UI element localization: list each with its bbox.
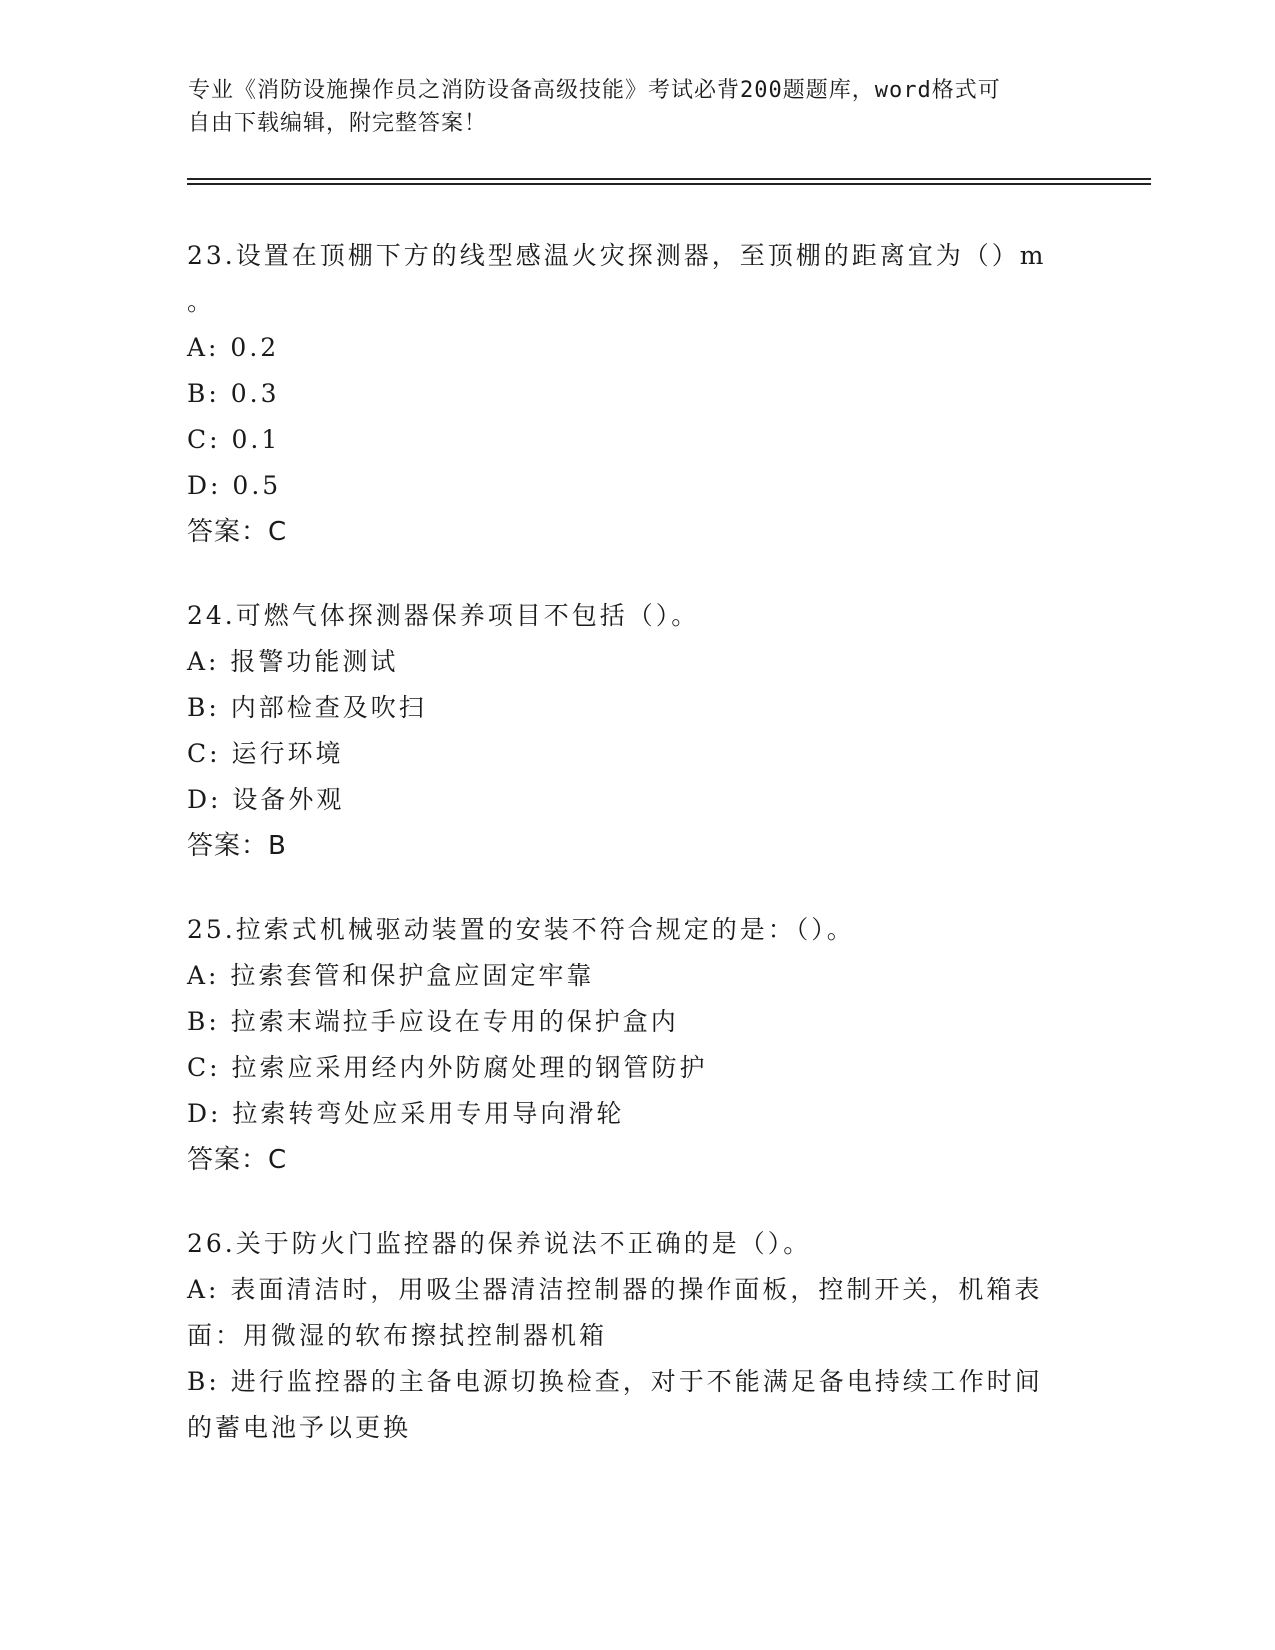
option-a: A: 0.2 xyxy=(187,333,280,362)
question-25 xyxy=(187,907,1087,1183)
option-a-line-1: A: 表面清洁时，用吸尘器清洁控制器的操作面板，控制开关，机箱表 xyxy=(187,1275,1043,1304)
option-d: D: 拉索转弯处应采用专用导向滑轮 xyxy=(187,1099,625,1128)
question-text-continued: 。 xyxy=(187,287,216,316)
option-b: B: 内部检查及吹扫 xyxy=(187,693,427,722)
question-text: 23.设置在顶棚下方的线型感温火灾探测器，至顶棚的距离宜为（）m xyxy=(187,241,1047,270)
question-text: 25.拉索式机械驱动装置的安装不符合规定的是：（）。 xyxy=(187,915,855,944)
option-c: C: 0.1 xyxy=(187,425,281,454)
option-a: A: 报警功能测试 xyxy=(187,647,399,676)
question-text: 26.关于防火门监控器的保养说法不正确的是（）。 xyxy=(187,1229,812,1258)
header-line-2: 自由下载编辑，附完整答案！ xyxy=(188,111,488,136)
answer: 答案：C xyxy=(187,1145,288,1175)
option-d: D: 设备外观 xyxy=(187,785,345,814)
header-divider-top xyxy=(187,178,1151,180)
option-a: A: 拉索套管和保护盒应固定牢靠 xyxy=(187,961,595,990)
option-b-line-2: 的蓄电池予以更换 xyxy=(187,1413,412,1442)
option-b-line-1: B: 进行监控器的主备电源切换检查，对于不能满足备电持续工作时间 xyxy=(187,1367,1043,1396)
option-b: B: 拉索末端拉手应设在专用的保护盒内 xyxy=(187,1007,679,1036)
option-d: D: 0.5 xyxy=(187,471,282,500)
question-text: 24.可燃气体探测器保养项目不包括（）。 xyxy=(187,601,700,630)
question-23 xyxy=(187,233,1087,555)
header-divider-bottom xyxy=(187,183,1151,185)
question-list xyxy=(187,233,1087,1489)
option-a-line-2: 面：用微湿的软布擦拭控制器机箱 xyxy=(187,1321,608,1350)
option-c: C: 运行环境 xyxy=(187,739,344,768)
header-line-1: 专业《消防设施操作员之消防设备高级技能》考试必背200题题库，word格式可 xyxy=(188,78,1001,103)
document-header xyxy=(188,74,1068,140)
answer: 答案：B xyxy=(187,831,287,861)
question-24 xyxy=(187,593,1087,869)
answer: 答案：C xyxy=(187,517,288,547)
question-26 xyxy=(187,1221,1087,1451)
option-b: B: 0.3 xyxy=(187,379,280,408)
option-c: C: 拉索应采用经内外防腐处理的钢管防护 xyxy=(187,1053,708,1082)
